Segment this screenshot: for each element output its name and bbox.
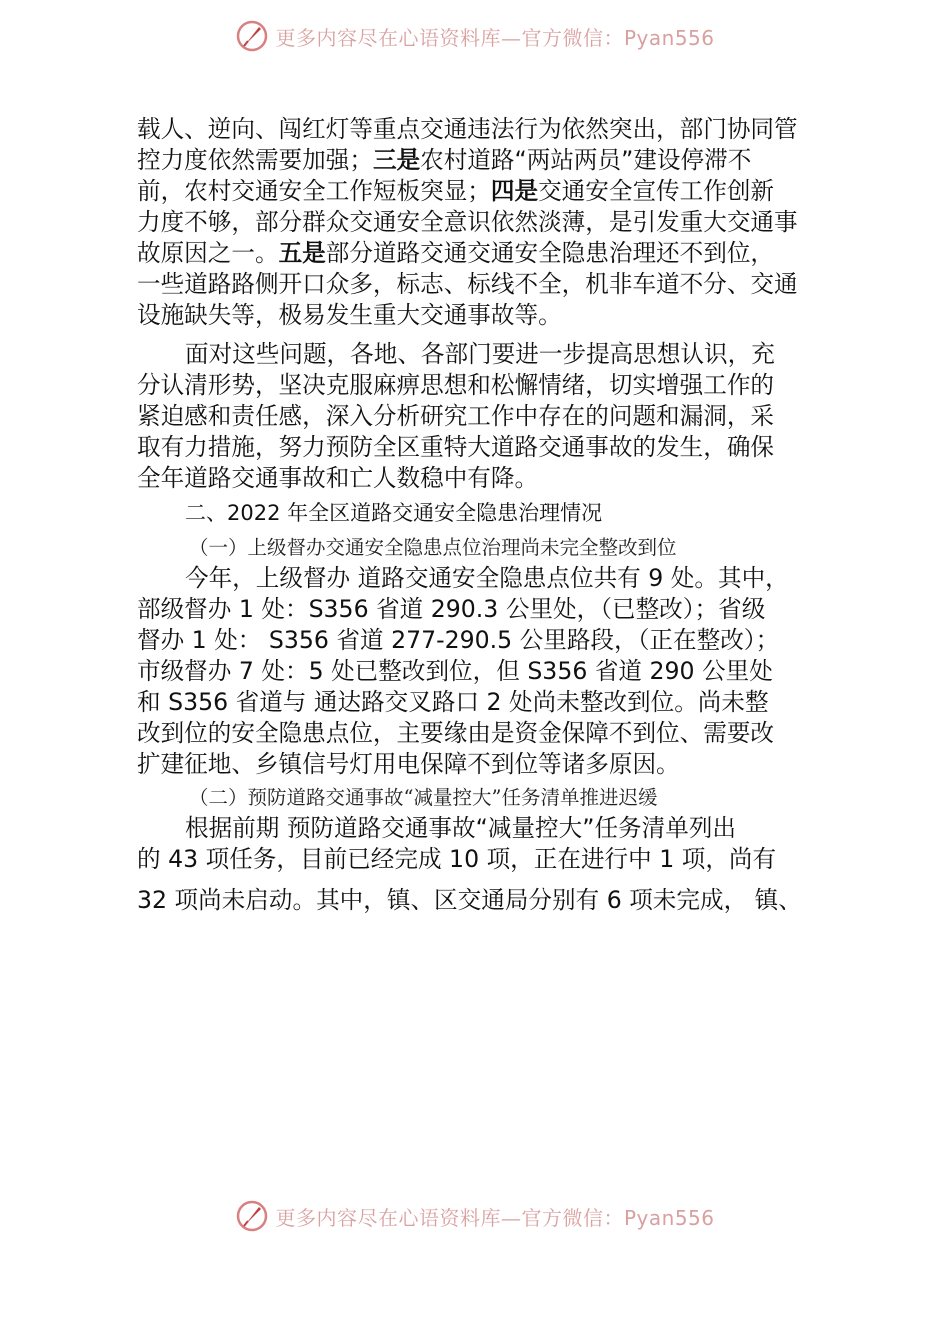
- quill-logo-icon: [235, 1199, 269, 1233]
- text-line: 全年道路交通事故和亡人数稳中有降。: [137, 464, 539, 492]
- subsection-heading-1: （一）上级督办交通安全隐患点位治理尚未完全整改到位: [189, 536, 677, 559]
- watermark-text: 更多内容尽在心语资料库—官方微信：Pyan556: [275, 1205, 715, 1230]
- watermark-text: 更多内容尽在心语资料库—官方微信：Pyan556: [275, 25, 715, 50]
- text-line: 面对这些问题，各地、各部门要进一步提高思想认识，充: [185, 340, 775, 368]
- text-line: 前，农村交通安全工作短板突显；四是交通安全宣传工作创新: [137, 177, 775, 205]
- paragraph-response: [137, 339, 831, 494]
- text-line: 故原因之一。五是部分道路交通交通安全隐患治理还不到位，: [137, 239, 775, 267]
- text-line: 和 S356 省道与 通达路交叉路口 2 处尚未整改到位。尚未整: [137, 688, 769, 716]
- text-line: 根据前期 预防道路交通事故“减量控大”任务清单列出: [185, 814, 737, 842]
- text-line: 扩建征地、乡镇信号灯用电保障不到位等诸多原因。: [137, 750, 680, 778]
- text-line: 力度不够，部分群众交通安全意识依然淡薄，是引发重大交通事: [137, 208, 798, 236]
- quill-logo-icon: [235, 19, 269, 53]
- text-line: 的 43 项任务，目前已经完成 10 项，正在进行中 1 项，尚有: [137, 845, 777, 873]
- footer-watermark: [0, 1196, 950, 1236]
- text-line: 32 项尚未启动。其中，镇、区交通局分别有 6 项未完成， 镇、: [137, 886, 802, 914]
- text-line: 部级督办 1 处：S356 省道 290.3 公里处，（已整改）；省级: [137, 595, 766, 623]
- text-line: 取有力措施，努力预防全区重特大道路交通事故的发生，确保: [137, 433, 775, 461]
- bold-marker: 三是: [372, 146, 421, 174]
- subsection-heading-2: （二）预防道路交通事故“减量控大”任务清单推进迟缓: [189, 786, 658, 809]
- paragraph-supervised-hazards: [137, 563, 831, 780]
- text-line: 设施缺失等，极易发生重大交通事故等。: [137, 301, 562, 329]
- text-line: 载人、逆向、闯红灯等重点交通违法行为依然突出，部门协同管: [137, 115, 798, 143]
- paragraph-violations: [137, 114, 831, 331]
- document-body: [137, 114, 831, 916]
- section-heading: 二、2022 年全区道路交通安全隐患治理情况: [185, 501, 603, 525]
- text-line: 控力度依然需要加强；三是农村道路“两站两员”建设停滞不: [137, 146, 752, 174]
- header-watermark: [0, 16, 950, 56]
- bold-marker: 四是: [490, 177, 539, 205]
- text-line: 今年，上级督办 道路交通安全隐患点位共有 9 处。其中，: [185, 564, 789, 592]
- text-line: 市级督办 7 处：5 处已整改到位，但 S356 省道 290 公里处: [137, 657, 773, 685]
- bold-marker: 五是: [278, 239, 326, 267]
- text-line: 分认清形势，坚决克服麻痹思想和松懈情绪，切实增强工作的: [137, 371, 775, 399]
- text-line: 一些道路路侧开口众多，标志、标线不全，机非车道不分、交通: [137, 270, 798, 298]
- text-line: 紧迫感和责任感，深入分析研究工作中存在的问题和漏洞，采: [137, 402, 775, 430]
- text-line: 督办 1 处： S356 省道 277-290.5 公里路段，（正在整改）；: [137, 626, 780, 654]
- paragraph-task-list: [137, 813, 831, 916]
- text-line: 改到位的安全隐患点位，主要缘由是资金保障不到位、需要改: [137, 719, 775, 747]
